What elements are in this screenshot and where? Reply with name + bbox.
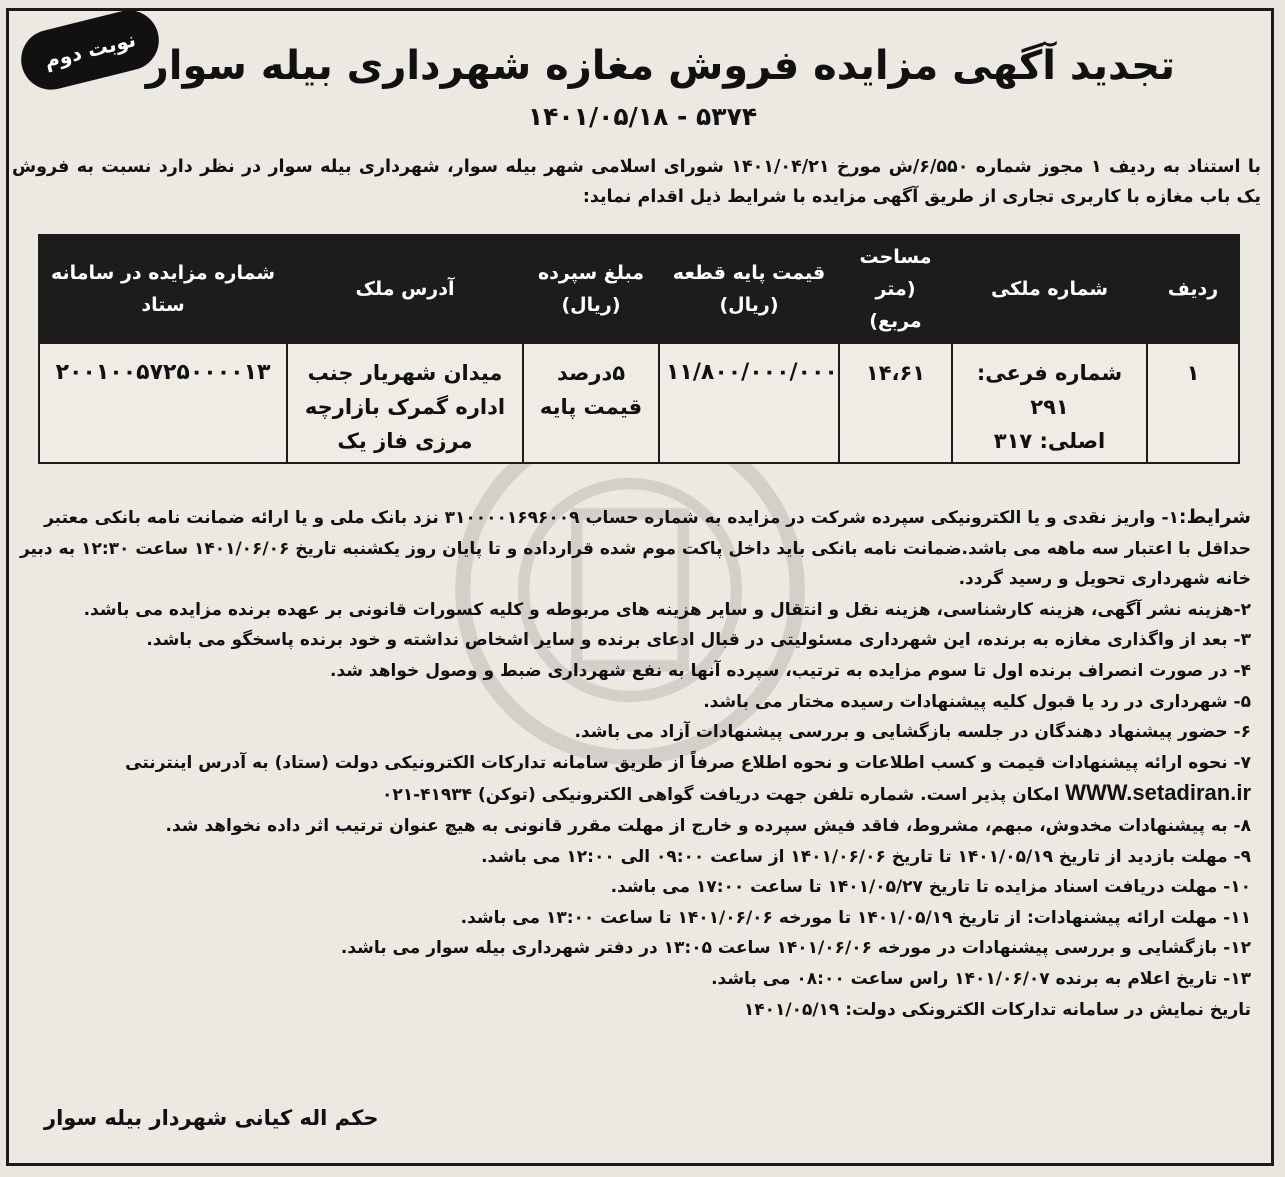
condition-3: ۳- بعد از واگذاری مغازه به برنده، این شهرداری مسئولیتی در قبال ادعای برنده و سایر اشخاص نداشته و خود برنده پاسخگو می باشد. — [146, 630, 1251, 651]
conditions-section — [12, 502, 1251, 1025]
col-header-address: آدرس ملک — [287, 235, 523, 343]
table-header-row — [39, 235, 1239, 343]
cell-address: میدان شهریار جنب اداره گمرک بازارچه مرزی فاز یک — [287, 343, 523, 463]
page-title: تجدید آگهی مزایده فروش مغازه شهرداری بیله سوار — [145, 43, 1175, 89]
condition-6: ۶- حضور پیشنهاد دهندگان در جلسه بازگشایی و بررسی پیشنهادات آزاد می باشد. — [574, 722, 1251, 743]
col-header-deposit: مبلغ سپرده (ریال) — [523, 235, 659, 343]
condition-12: ۱۲- بازگشایی و بررسی پیشنهادات در مورخه ۱۴۰۱/۰۶/۰۶ ساعت ۱۳:۰۵ در دفتر شهرداری بیله سوار می باشد. — [340, 938, 1251, 959]
table-row — [39, 343, 1239, 463]
condition-8: ۸- به پیشنهادات مخدوش، مبهم، مشروط، فاقد فیش سپرده و خارج از مهلت مقرر قانونی به هیچ عنوان ترتیب اثر داده نخواهد شد. — [165, 815, 1251, 836]
notice-number-date: ۵۳۷۴ - ۱۴۰۱/۰۵/۱۸ — [527, 102, 758, 131]
cell-base-price: ۱۱/۸۰۰/۰۰۰/۰۰۰ — [659, 343, 839, 463]
condition-5: ۵- شهرداری در رد یا قبول کلیه پیشنهادات رسیده مختار می باشد. — [703, 691, 1251, 712]
condition-1: شرایط:۱- واریز نقدی و یا الکترونیکی سپرده شرکت در مزایده به شماره حساب ۳۱۰۰۰۰۱۶۹۶۰۰۹ نزد بانک ملی و یا ارائه ضمانت نامه بانکی معتبر حداقل با اعتبار سه ماهه می باشد.ضمانت نامه بانکی باید داخل پاکت موم شده قرارداده و تا پایان روز یکشنبه تاریخ ۱۴۰۱/۰۶/۰۶ ساعت ۱۲:۳۰ به دبیر خانه شهرداری تحویل و رسید گردد. — [19, 506, 1251, 590]
setad-website-link[interactable]: WWW.setadiran.ir — [1065, 780, 1251, 806]
col-header-row: ردیف — [1147, 235, 1239, 343]
condition-13: ۱۳- تاریخ اعلام به برنده ۱۴۰۱/۰۶/۰۷ راس ساعت ۰۸:۰۰ می باشد. — [711, 968, 1251, 989]
col-header-setad: شماره مزایده در سامانه ستاد — [39, 235, 287, 343]
cell-setad-number: ۲۰۰۱۰۰۵۷۲۵۰۰۰۰۱۳ — [39, 343, 287, 463]
mayor-signature: حکم اله کیانی شهردار بیله سوار — [44, 1106, 379, 1130]
display-date: تاریخ نمایش در سامانه تدارکات الکترونکی دولت: ۱۴۰۱/۰۵/۱۹ — [743, 999, 1251, 1020]
condition-9: ۹- مهلت بازدید از تاریخ ۱۴۰۱/۰۵/۱۹ تا تاریخ ۱۴۰۱/۰۶/۰۶ از ساعت ۰۹:۰۰ الی ۱۲:۰۰ می باشد. — [481, 846, 1251, 867]
condition-4: ۴- در صورت انصراف برنده اول تا سوم مزایده به ترتیب، سپرده آنها به نفع شهرداری ضبط و وصول خواهد شد. — [330, 660, 1251, 681]
cell-deposit: ۵درصد قیمت پایه — [523, 343, 659, 463]
auction-table — [38, 234, 1240, 464]
condition-2: ۲-هزینه نشر آگهی، هزینه کارشناسی، هزینه نقل و انتقال و سایر هزینه های مربوطه و کلیه کسورات قانونی بر عهده برنده مزایده می باشد. — [83, 599, 1251, 620]
condition-11: ۱۱- مهلت ارائه پیشنهادات: از تاریخ ۱۴۰۱/۰۵/۱۹ تا مورخه ۱۴۰۱/۰۶/۰۶ تا ساعت ۱۳:۰۰ می باشد. — [460, 907, 1251, 928]
conditions-heading: شرایط: — [1178, 506, 1251, 528]
intro-paragraph: با استناد به ردیف ۱ مجوز شماره ۶/۵۵۰/ش مورخ ۱۴۰۱/۰۴/۲۱ شورای اسلامی شهر بیله سوار، شهرداری بیله سوار در نظر دارد نسبت به فروش یک باب مغازه با کاربری تجاری از طریق آگهی مزایده با شرایط ذیل اقدام نماید: — [12, 157, 1261, 207]
cell-area: ۱۴،۶۱ — [839, 343, 952, 463]
cell-property: شماره فرعی: ۲۹۱ اصلی: ۳۱۷ — [952, 343, 1147, 463]
cell-row: ۱ — [1147, 343, 1239, 463]
second-round-badge: نوبت دوم — [15, 4, 165, 96]
condition-7: ۷- نحوه ارائه پیشنهادات قیمت و کسب اطلاعات و نحوه اطلاع صرفاً از طریق سامانه تدارکات الکترونیکی دولت (ستاد) به آدرس اینترنتی WWW.setadiran.ir امکان پذیر است. شماره تلفن جهت دریافت گواهی الکترونیکی (توکن) ۴۱۹۳۴-۰۲۱ — [125, 752, 1251, 806]
col-header-property: شماره ملکی — [952, 235, 1147, 343]
col-header-area: مساحت (متر مربع) — [839, 235, 952, 343]
condition-10: ۱۰- مهلت دریافت اسناد مزایده تا تاریخ ۱۴۰۱/۰۵/۲۷ تا ساعت ۱۷:۰۰ می باشد. — [610, 877, 1251, 898]
col-header-base-price: قیمت پایه قطعه (ریال) — [659, 235, 839, 343]
